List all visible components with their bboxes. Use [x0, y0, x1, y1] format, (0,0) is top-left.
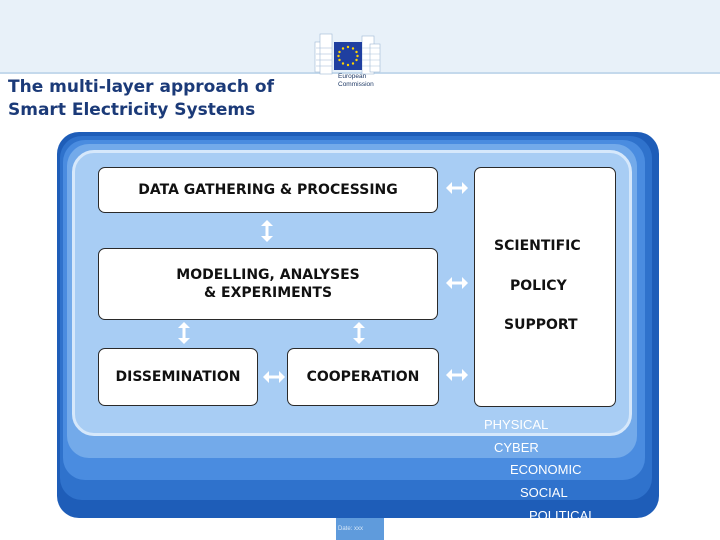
dissemination-box — [98, 348, 258, 406]
layer-label-social: SOCIAL — [520, 485, 568, 500]
dissemination-label: DISSEMINATION — [115, 369, 241, 385]
support-label: SUPPORT — [504, 317, 578, 333]
policy-label: POLICY — [510, 278, 567, 294]
double-arrow-icon — [351, 321, 367, 345]
title-line-2: Smart Electricity Systems — [8, 100, 256, 120]
footer-date: Date: xxx — [338, 526, 364, 532]
cooperation-box — [287, 348, 439, 406]
layer-label-cyber: CYBER — [494, 440, 539, 455]
page-title — [8, 76, 348, 122]
logo-label-line2: Commission — [338, 81, 374, 88]
scientific-label: SCIENTIFIC — [494, 238, 581, 254]
title-line-1: The multi-layer approach of — [8, 77, 275, 97]
cooperation-label: COOPERATION — [306, 369, 420, 385]
double-arrow-icon — [259, 219, 275, 243]
double-arrow-icon — [445, 275, 469, 291]
modelling-label-line1: MODELLING, ANALYSES — [176, 267, 360, 283]
modelling-box — [98, 248, 438, 320]
double-arrow-icon — [445, 367, 469, 383]
data-gathering-label: DATA GATHERING & PROCESSING — [138, 182, 398, 198]
logo-label-line1: European — [338, 73, 367, 80]
layer-label-physical: PHYSICAL — [484, 417, 549, 432]
double-arrow-icon — [176, 321, 192, 345]
layer-label-political: POLITICAL — [529, 508, 596, 523]
layer-label-economic: ECONOMIC — [510, 462, 582, 477]
double-arrow-icon — [262, 369, 286, 385]
data-gathering-box — [98, 167, 438, 213]
modelling-label-line2: & EXPERIMENTS — [203, 285, 333, 301]
double-arrow-icon — [445, 180, 469, 196]
